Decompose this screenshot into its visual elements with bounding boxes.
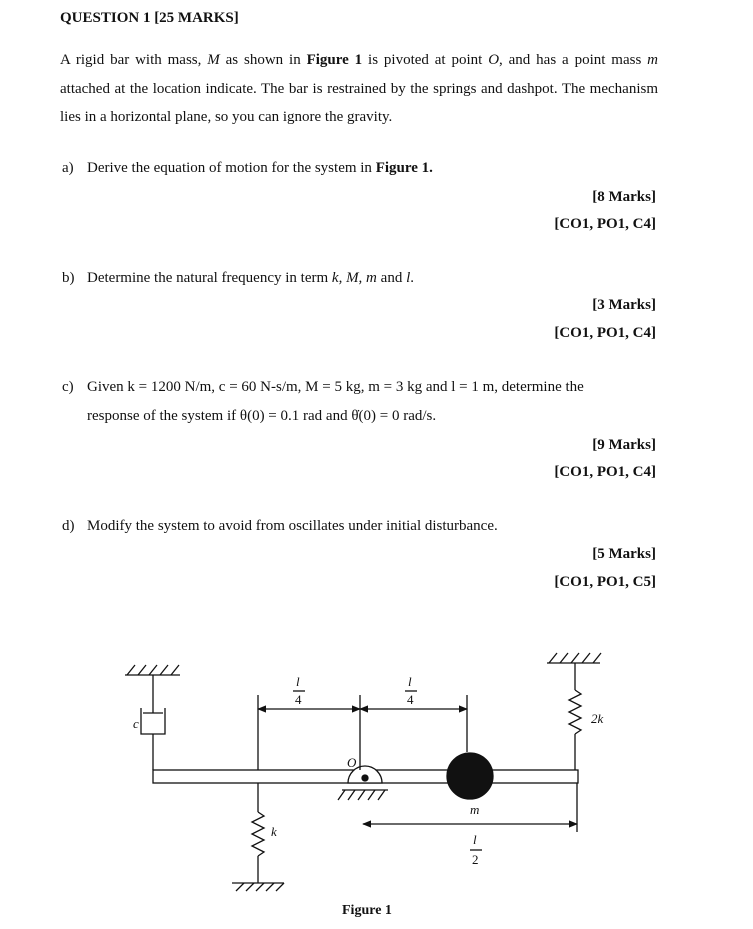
- part-d-co: [CO1, PO1, C5]: [554, 574, 656, 590]
- dashpot: [141, 675, 165, 770]
- part-c-co: [CO1, PO1, C4]: [554, 464, 656, 480]
- part-a-marks: [8 Marks]: [592, 189, 656, 205]
- part-d-marks: [5 Marks]: [592, 546, 656, 562]
- label-2-half: 2: [472, 852, 479, 867]
- label-l-half: l: [473, 832, 477, 847]
- point-mass: [447, 753, 493, 799]
- part-d: d) Modify the system to avoid from oscillates under initial disturbance.: [62, 518, 498, 534]
- label-m: m: [470, 802, 480, 817]
- part-b: b) Determine the natural frequency in term k, M, m and l.: [62, 270, 414, 286]
- label-O: O: [347, 755, 357, 770]
- label-l-left: l: [296, 674, 300, 689]
- figure-caption: Figure 1: [342, 903, 392, 918]
- part-c-line2: response of the system if θ(0) = 0.1 rad and θ̇(0) = 0 rad/s.: [87, 408, 437, 424]
- part-a-co: [CO1, PO1, C4]: [554, 216, 656, 232]
- label-l-right: l: [408, 674, 412, 689]
- part-b-co: [CO1, PO1, C4]: [554, 325, 656, 341]
- question-title: QUESTION 1 [25 MARKS]: [60, 10, 239, 26]
- part-b-marks: [3 Marks]: [592, 297, 656, 313]
- label-4-left: 4: [295, 692, 302, 707]
- left-top-ground: [125, 665, 180, 675]
- label-c: c: [133, 716, 139, 731]
- label-2k: 2k: [591, 711, 604, 726]
- question-intro: A rigid bar with mass, M as shown in Figure 1 is pivoted at point O, and has a point mass m attached at the location indicate. The bar is restrained by the springs and dashpot. The mechanism lies in a horizontal plane, so you can ignore the gravity.: [60, 52, 658, 125]
- part-c: c) Given k = 1200 N/m, c = 60 N-s/m, M = 5 kg, m = 3 kg and l = 1 m, determine the: [62, 379, 584, 395]
- label-k: k: [271, 824, 277, 839]
- part-a: a) Derive the equation of motion for the system in Figure 1.: [62, 160, 433, 176]
- part-c-marks: [9 Marks]: [592, 437, 656, 453]
- label-4-right: 4: [407, 692, 414, 707]
